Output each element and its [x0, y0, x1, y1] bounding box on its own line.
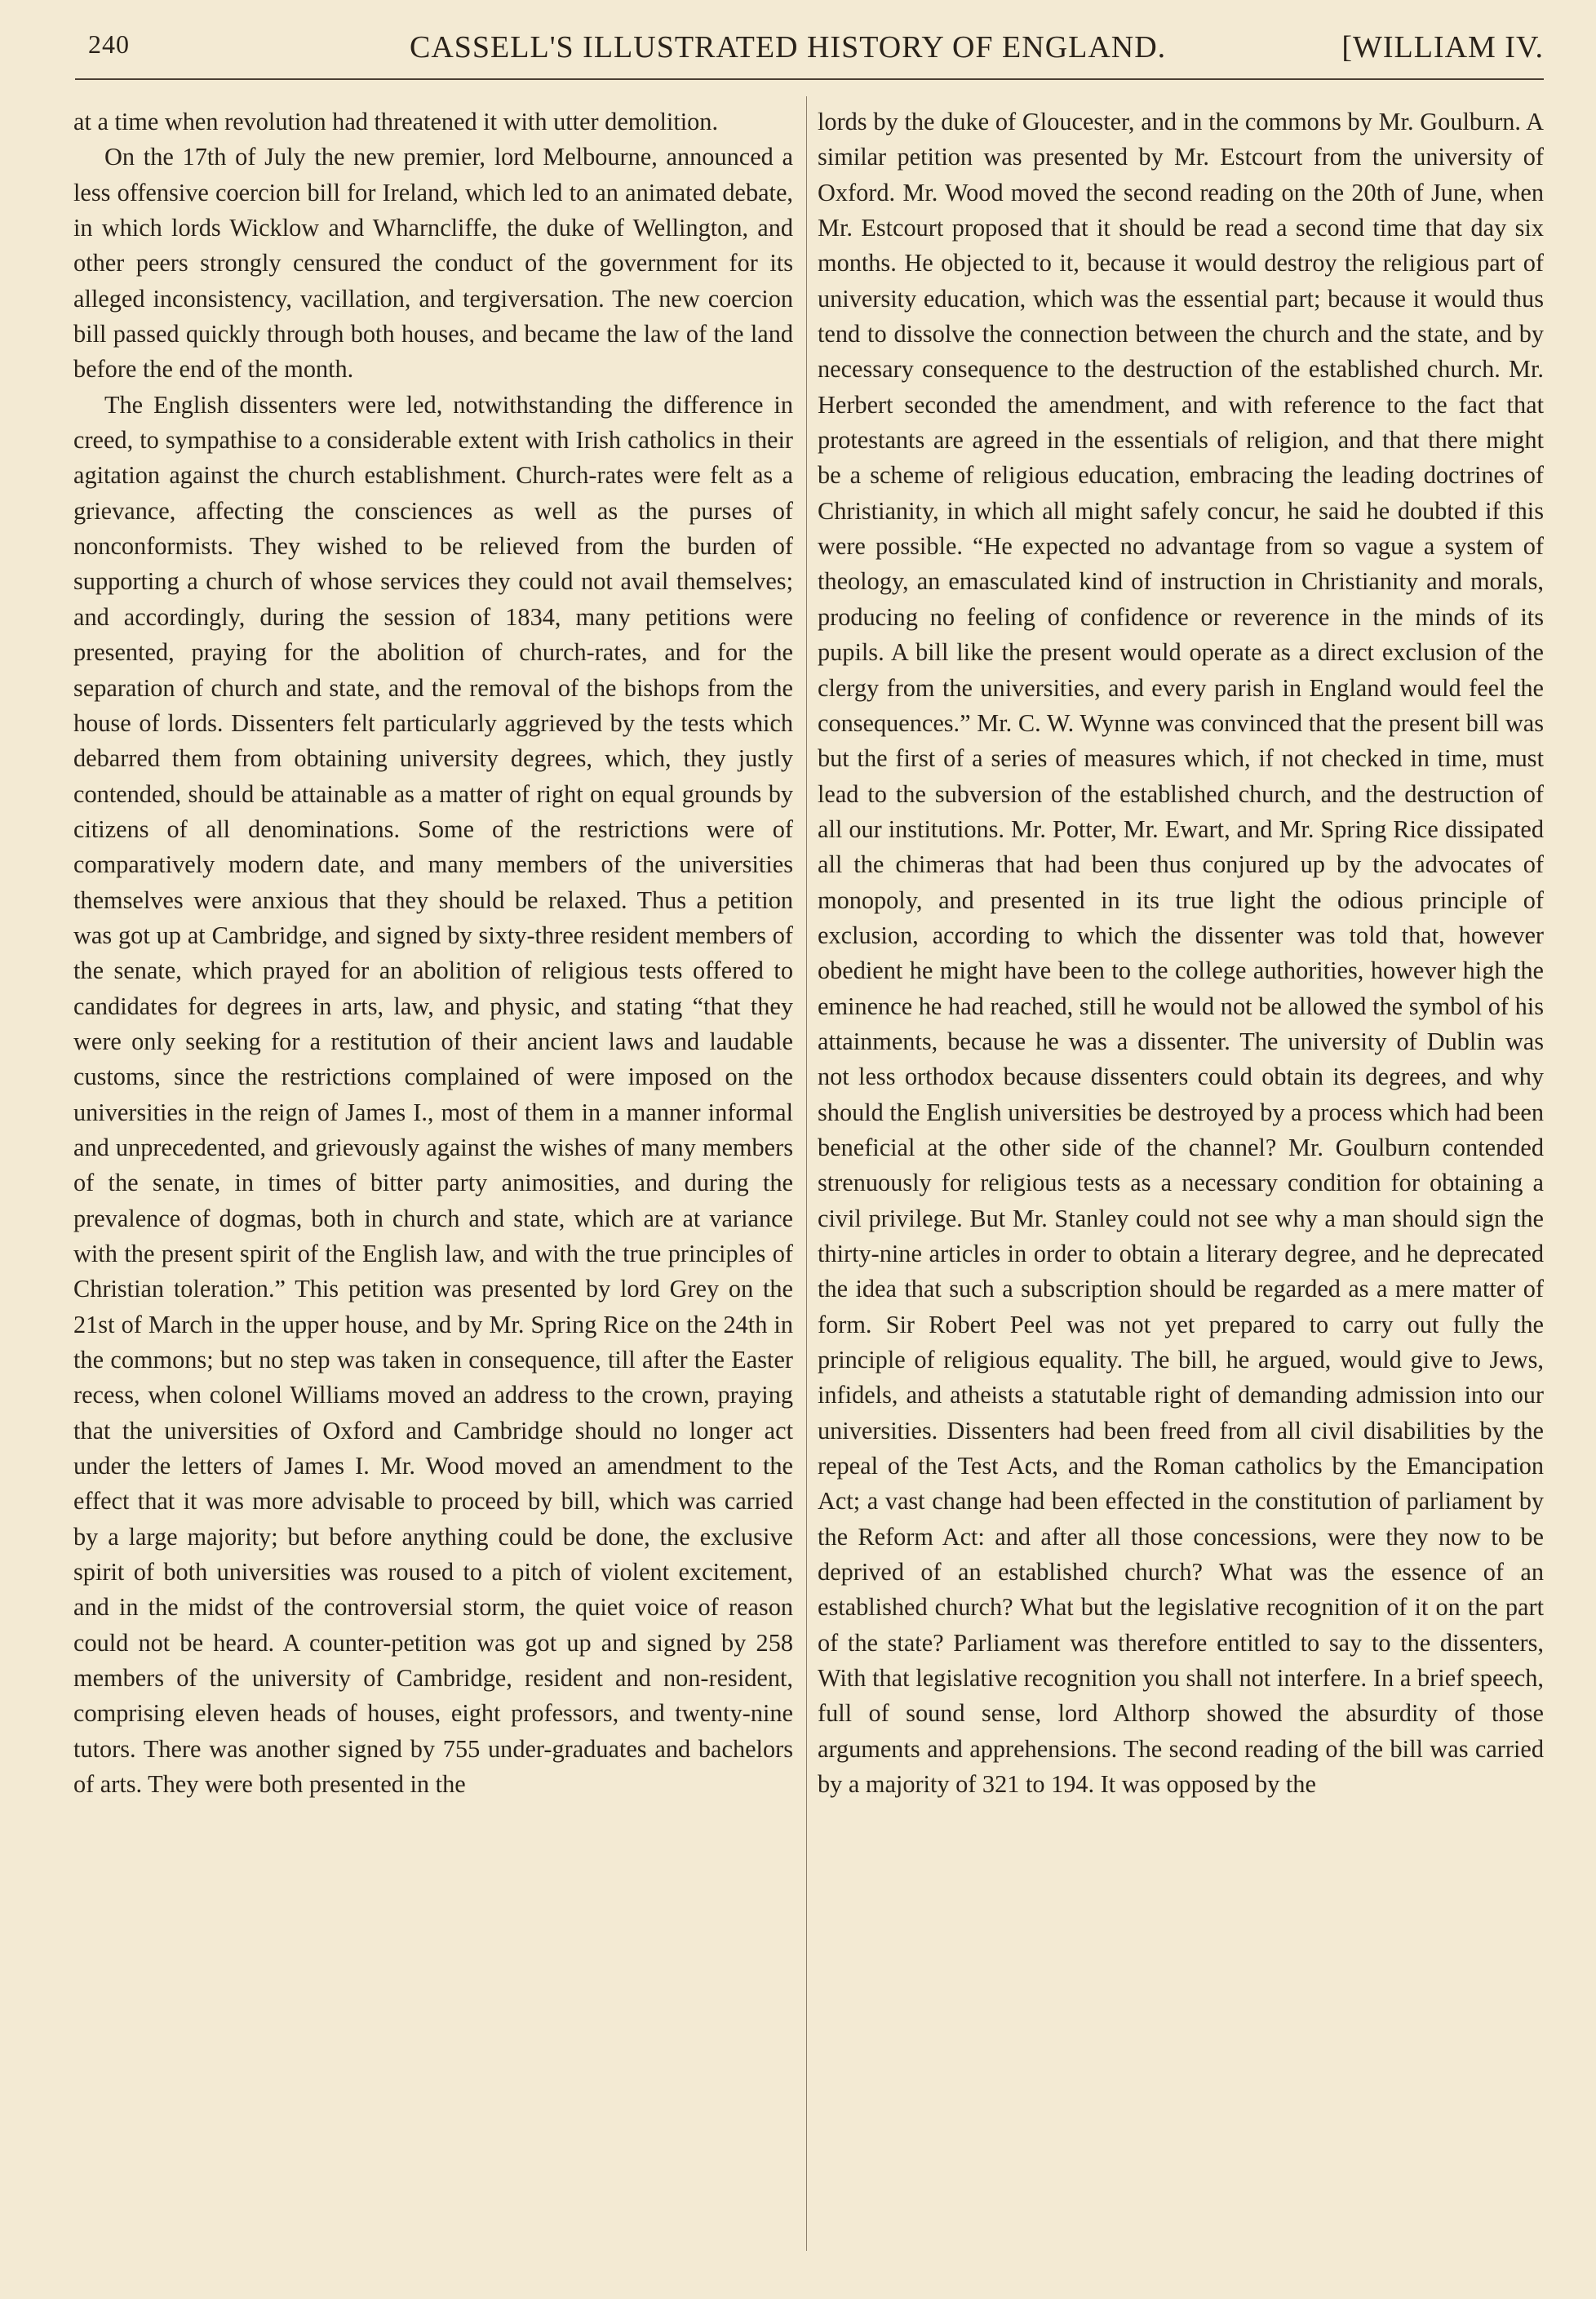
paragraph: The English dissenters were led, notwithstanding the difference in creed, to sympathise to a considerable extent with Irish catholics in their agitation against the church establishment. Church-rates were felt as a grievance, affecting the consciences as well as the purses of nonconformists. They wished to be relieved from the burden of supporting a church of whose services they could not avail themselves; and accordingly, during the session of 1834, many petitions were presented, praying for the abolition of church-rates, and for the separation of church and state, and the removal of the bishops from the house of lords. Dissenters felt particularly aggrieved by the tests which debarred them from obtaining university degrees, which, they justly contended, should be attainable as a matter of right on equal grounds by citizens of all denominations. Some of the restrictions were of comparatively modern date, and many members of the universities themselves were anxious that they should be relaxed. Thus a petition was got up at Cambridge, and signed by sixty-three resident members of the senate, which prayed for an abolition of religious tests offered to candidates for degrees in arts, law, and physic, and stating “that they were only seeking for a restitution of their ancient laws and laudable customs, since the restrictions complained of were imposed on the universities in the reign of James I., most of them in a manner informal and unprecedented, and grievously against the wishes of many members of the senate, in times of bitter party animosities, and during the prevalence of dogmas, both in church and state, which are at variance with the present spirit of the English law, and with the true principles of Christian toleration.” This petition was presented by lord Grey on the 21st of March in the upper house, and by Mr. Spring Rice on the 24th in the commons; but no step was taken in consequence, till after the Easter recess, when colonel Williams moved an address to the crown, praying that the universities of Oxford and Cambridge should no longer act under the letters of James I. Mr. Wood moved an amendment to the effect that it was more advisable to proceed by bill, which was carried by a large majority; but before anything could be done, the exclusive spirit of both universities was roused to a pitch of violent excitement, and in the midst of the controversial storm, the quiet voice of reason could not be heard. A counter-petition was got up and signed by 258 members of the university of Cambridge, resident and non-resident, comprising eleven heads of houses, eight professors, and twenty-nine tutors. There was another signed by 755 under-graduates and bachelors of arts. They were both presented in the: [73, 390, 793, 1799]
page-number: 240: [88, 29, 130, 59]
paragraph: lords by the duke of Gloucester, and in the commons by Mr. Goulburn. A similar petition was presented by Mr. Estcourt from the university of Oxford. Mr. Wood moved the second reading on the 20th of June, when Mr. Estcourt proposed that it should be read a second time that day six months. He objected to it, because it would destroy the religious part of university education, which was the essential part; because it would thus tend to dissolve the connection between the church and the state, and by necessary consequence to the destruction of the established church. Mr. Herbert seconded the amendment, and with reference to the fact that protestants are agreed in the essentials of religion, and that there might be a scheme of religious education, embracing the leading doctrines of Christianity, in which all might safely concur, he said he doubted if this were possible. “He expected no advantage from so vague a system of theology, an emasculated kind of instruction in Christianity and morals, producing no feeling of confidence or reverence in the minds of its pupils. A bill like the present would operate as a direct exclusion of the clergy from the universities, and every parish in England would feel the consequences.” Mr. C. W. Wynne was convinced that the present bill was but the first of a series of measures which, if not checked in time, must lead to the subversion of the established church, and the destruction of all our institutions. Mr. Potter, Mr. Ewart, and Mr. Spring Rice dissipated all the chimeras that had been thus conjured up by the advocates of monopoly, and presented in its true light the odious principle of exclusion, according to which the dissenter was told that, however obedient he might have been to the college authorities, however high the eminence he had reached, still he would not be allowed the symbol of his attainments, because he was a dissenter. The university of Dublin was not less orthodox because dissenters could obtain its degrees, and why should the English universities be destroyed by a process which had been beneficial at the other side of the channel? Mr. Goulburn contended strenuously for religious tests as a necessary condition for obtaining a civil privilege. But Mr. Stanley could not see why a man should sign the thirty-nine articles in order to obtain a literary degree, and he deprecated the idea that such a subscription should be regarded as a mere matter of form. Sir Robert Peel was not yet prepared to carry out fully the principle of religious equality. The bill, he argued, would give to Jews, infidels, and atheists a statutable right of demanding admission into our universities. Dissenters had been freed from all civil disabilities by the repeal of the Test Acts, and the Roman catholics by the Emancipation Act; a vast change had been effected in the constitution of parliament by the Reform Act: and after all those concessions, were they now to be deprived of an established church? What was the essence of an established church? What but the legislative recognition of it on the part of the state? Parliament was therefore entitled to say to the dissenters, With that legislative recognition you shall not interfere. In a brief speech, full of sound sense, lord Althorp showed the absurdity of those arguments and apprehensions. The second reading of the bill was carried by a majority of 321 to 194. It was opposed by the: [818, 108, 1544, 1799]
running-header: [75, 24, 1544, 73]
column-divider: [806, 96, 807, 2251]
right-column: [818, 104, 1544, 1803]
header-rule: [75, 78, 1544, 80]
paragraph: On the 17th of July the new premier, lord Melbourne, announced a less offensive coercion bill for Ireland, which led to an animated debate, in which lords Wicklow and Wharncliffe, the duke of Wellington, and other peers strongly censured the conduct of the government for its alleged inconsistency, vacillation, and tergiversation. The new coercion bill passed quickly through both houses, and became the law of the land before the end of the month.: [73, 143, 793, 384]
paragraph: at a time when revolution had threatened it with utter demolition.: [73, 108, 719, 135]
left-column: [73, 104, 793, 1803]
reign-heading: [WILLIAM IV.: [1341, 30, 1544, 64]
book-title: CASSELL'S ILLUSTRATED HISTORY OF ENGLAND.: [410, 30, 1167, 64]
